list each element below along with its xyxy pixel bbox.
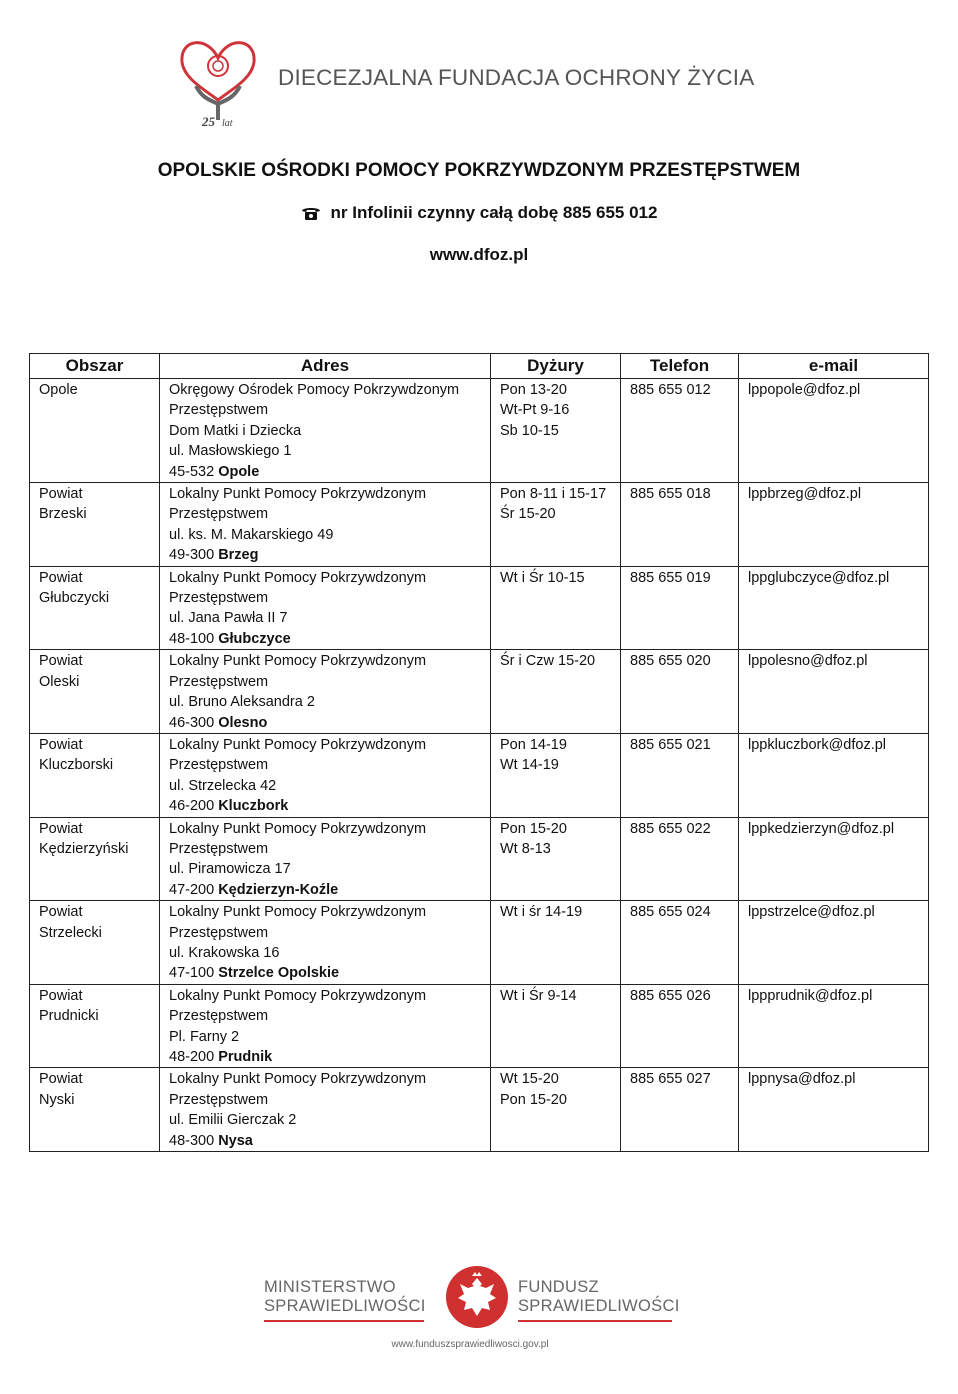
address-cell-line: Lokalny Punkt Pomocy Pokrzywdzonym — [169, 569, 427, 586]
org-name: DIECEZJALNA FUNDACJA OCHRONY ŻYCIA — [278, 65, 755, 90]
hours-cell-line: Wt 15-20 — [500, 1071, 559, 1088]
area-cell — [30, 650, 160, 734]
header — [172, 28, 762, 128]
address-cell-line: Lokalny Punkt Pomocy Pokrzywdzonym — [169, 653, 427, 670]
city-name: Głubczyce — [218, 630, 291, 647]
email-cell[interactable]: lppolesno@dfoz.pl — [739, 650, 929, 734]
hours-cell-line: Pon 8-11 i 15-17 — [500, 486, 607, 503]
area-cell-line: Nyski — [39, 1091, 75, 1108]
table-row — [30, 1068, 929, 1152]
table-row — [30, 817, 929, 901]
svg-text:25: 25 — [202, 114, 215, 128]
postal-code: 48-300 — [169, 1132, 215, 1149]
address-cell-line: Przestępstwem — [169, 506, 269, 523]
hours-cell-line: Pon 14-19 — [500, 736, 567, 753]
area-cell — [30, 733, 160, 817]
postal-city-line — [169, 963, 482, 983]
address-cell-line: Lokalny Punkt Pomocy Pokrzywdzonym — [169, 486, 427, 503]
hours-cell-line: Wt i śr 14-19 — [500, 904, 583, 921]
header-phone: Telefon — [621, 354, 739, 379]
city-name: Kędzierzyn-Koźle — [218, 881, 339, 898]
area-cell-line: Prudnicki — [39, 1008, 99, 1025]
email-cell[interactable]: lppkedzierzyn@dfoz.pl — [739, 817, 929, 901]
heart-logo-icon — [172, 28, 264, 128]
city-name: Opole — [218, 463, 260, 480]
address-cell — [160, 483, 491, 567]
postal-code: 46-200 — [169, 798, 215, 815]
area-cell — [30, 566, 160, 650]
area-cell-line: Kędzierzyński — [39, 840, 129, 857]
hours-cell-line: Wt 14-19 — [500, 757, 559, 774]
hours-cell-line: Wt 8-13 — [500, 840, 551, 857]
hours-cell-line: Pon 15-20 — [500, 1091, 567, 1108]
area-cell-line: Powiat — [39, 904, 83, 921]
address-cell-line: ul. Krakowska 16 — [169, 944, 280, 961]
address-cell-line: Przestępstwem — [169, 924, 269, 941]
address-cell — [160, 733, 491, 817]
postal-code: 48-200 — [169, 1049, 215, 1065]
hours-cell-line: Sb 10-15 — [500, 422, 559, 439]
hours-cell — [491, 650, 621, 734]
hours-cell — [491, 379, 621, 483]
table-row — [30, 379, 929, 483]
table-row — [30, 650, 929, 734]
phone-cell[interactable]: 885 655 020 — [621, 650, 739, 734]
postal-city-line — [169, 796, 482, 816]
area-cell — [30, 1068, 160, 1152]
email-cell[interactable]: lppglubczyce@dfoz.pl — [739, 566, 929, 650]
hours-cell — [491, 566, 621, 650]
postal-code: 48-100 — [169, 630, 215, 647]
area-cell-line: Powiat — [39, 486, 83, 503]
city-name: Kluczbork — [218, 798, 289, 815]
address-cell-line: Przestępstwem — [169, 590, 269, 607]
hours-cell-line: Pon 13-20 — [500, 382, 567, 398]
phone-cell[interactable]: 885 655 012 — [621, 379, 739, 483]
address-cell — [160, 1068, 491, 1152]
hours-cell-line: Śr i Czw 15-20 — [500, 653, 596, 670]
address-cell-line: ul. Jana Pawła II 7 — [169, 610, 288, 627]
phone-cell[interactable]: 885 655 021 — [621, 733, 739, 817]
hours-cell-line: Wt-Pt 9-16 — [500, 402, 570, 419]
area-cell — [30, 483, 160, 567]
postal-code: 47-100 — [169, 965, 215, 982]
email-cell[interactable]: lppstrzelce@dfoz.pl — [739, 901, 929, 985]
area-cell-line: Kluczborski — [39, 757, 114, 774]
postal-code: 47-200 — [169, 881, 215, 898]
area-cell-line: Powiat — [39, 987, 83, 1004]
address-cell-line: ul. Bruno Aleksandra 2 — [169, 694, 315, 711]
phone-cell[interactable]: 885 655 026 — [621, 984, 739, 1068]
eagle-emblem-icon — [444, 1264, 510, 1330]
area-cell-line: Głubczycki — [39, 590, 110, 607]
address-cell — [160, 379, 491, 483]
offices-table — [29, 353, 929, 1152]
address-cell-line: ul. Emilii Gierczak 2 — [169, 1112, 297, 1129]
email-cell[interactable]: lppkluczbork@dfoz.pl — [739, 733, 929, 817]
address-cell-line: Lokalny Punkt Pomocy Pokrzywdzonym — [169, 987, 427, 1004]
email-cell[interactable]: lppprudnik@dfoz.pl — [739, 984, 929, 1068]
area-cell — [30, 984, 160, 1068]
phone-cell[interactable]: 885 655 018 — [621, 483, 739, 567]
area-cell — [30, 901, 160, 985]
table-row — [30, 733, 929, 817]
postal-city-line — [169, 1131, 482, 1151]
address-cell-line: Lokalny Punkt Pomocy Pokrzywdzonym — [169, 736, 427, 753]
city-name: Strzelce Opolskie — [218, 965, 340, 982]
area-cell-line: Opole — [39, 382, 78, 398]
header-hours: Dyżury — [491, 354, 621, 379]
hours-cell-line: Pon 15-20 — [500, 820, 567, 837]
phone-cell[interactable]: 885 655 024 — [621, 901, 739, 985]
svg-text:lat: lat — [222, 118, 233, 128]
area-cell-line: Powiat — [39, 1071, 83, 1088]
address-cell-line: Przestępstwem — [169, 840, 269, 857]
phone-cell[interactable]: 885 655 027 — [621, 1068, 739, 1152]
phone-cell[interactable]: 885 655 019 — [621, 566, 739, 650]
footer-logos — [240, 1252, 700, 1362]
hours-cell-line: Wt i Śr 10-15 — [500, 569, 585, 586]
table-row — [30, 566, 929, 650]
fund-underline — [518, 1320, 672, 1322]
postal-city-line — [169, 713, 482, 733]
area-cell — [30, 817, 160, 901]
address-cell-line: Przestępstwem — [169, 1008, 269, 1025]
postal-city-line — [169, 462, 482, 482]
area-cell — [30, 379, 160, 483]
hours-cell — [491, 901, 621, 985]
address-cell-line: Lokalny Punkt Pomocy Pokrzywdzonym — [169, 1071, 427, 1088]
header-address: Adres — [160, 354, 491, 379]
phone-cell[interactable]: 885 655 022 — [621, 817, 739, 901]
address-cell-line: Przestępstwem — [169, 673, 269, 690]
hours-cell-line: Wt i Śr 9-14 — [500, 987, 577, 1004]
area-cell-line: Oleski — [39, 673, 80, 690]
address-cell-line: ul. ks. M. Makarskiego 49 — [169, 526, 334, 543]
area-cell-line: Powiat — [39, 820, 83, 837]
postal-code: 46-300 — [169, 714, 215, 731]
header-area: Obszar — [30, 354, 160, 379]
header-email: e-mail — [739, 354, 929, 379]
postal-code: 49-300 — [169, 547, 215, 564]
address-cell-line: Przestępstwem — [169, 757, 269, 774]
ministry-name: MINISTERSTWO SPRAWIEDLIWOŚCI — [264, 1278, 426, 1315]
address-cell — [160, 566, 491, 650]
area-cell-line: Powiat — [39, 653, 83, 670]
hotline-text: nr Infolinii czynny całą dobę 885 655 012 — [330, 203, 658, 222]
fund-url[interactable]: www.funduszsprawiedliwosci.gov.pl — [391, 1339, 549, 1350]
city-name: Prudnik — [218, 1049, 273, 1065]
area-cell-line: Powiat — [39, 736, 83, 753]
postal-city-line — [169, 1047, 482, 1067]
postal-city-line — [169, 629, 482, 649]
phone-icon — [301, 205, 321, 221]
hours-cell — [491, 984, 621, 1068]
postal-city-line — [169, 545, 482, 565]
hotline — [0, 203, 958, 223]
postal-code: 45-532 — [169, 463, 215, 480]
address-cell-line: Pl. Farny 2 — [169, 1028, 240, 1045]
address-cell-line: Dom Matki i Dziecka — [169, 422, 302, 439]
hours-cell — [491, 733, 621, 817]
address-cell — [160, 901, 491, 985]
page-title: OPOLSKIE OŚRODKI POMOCY POKRZYWDZONYM PRZESTĘPSTWEM — [157, 160, 801, 181]
hours-cell-line: Śr 15-20 — [500, 506, 556, 523]
website-link[interactable]: www.dfoz.pl — [429, 245, 529, 264]
postal-city-line — [169, 880, 482, 900]
table-row — [30, 984, 929, 1068]
address-cell-line: ul. Masłowskiego 1 — [169, 443, 292, 460]
fund-name: FUNDUSZ SPRAWIEDLIWOŚCI — [518, 1278, 680, 1315]
city-name: Brzeg — [218, 547, 259, 564]
email-cell[interactable]: lppbrzeg@dfoz.pl — [739, 483, 929, 567]
address-cell-line: Lokalny Punkt Pomocy Pokrzywdzonym — [169, 820, 427, 837]
address-cell-line: ul. Strzelecka 42 — [169, 777, 277, 794]
address-cell — [160, 984, 491, 1068]
city-name: Olesno — [218, 714, 268, 731]
hours-cell — [491, 1068, 621, 1152]
address-cell-line: Lokalny Punkt Pomocy Pokrzywdzonym — [169, 904, 427, 921]
address-cell-line: Przestępstwem — [169, 402, 269, 419]
ministry-underline — [264, 1320, 424, 1322]
address-cell — [160, 817, 491, 901]
table-row — [30, 483, 929, 567]
address-cell — [160, 650, 491, 734]
area-cell-line: Brzeski — [39, 506, 87, 523]
table-header-row — [30, 354, 929, 379]
address-cell-line: Przestępstwem — [169, 1091, 269, 1108]
address-cell-line: Okręgowy Ośrodek Pomocy Pokrzywdzonym — [169, 382, 460, 398]
email-cell[interactable]: lppopole@dfoz.pl — [739, 379, 929, 483]
area-cell-line: Strzelecki — [39, 924, 102, 941]
table-row — [30, 901, 929, 985]
hours-cell — [491, 817, 621, 901]
area-cell-line: Powiat — [39, 569, 83, 586]
email-cell[interactable]: lppnysa@dfoz.pl — [739, 1068, 929, 1152]
hours-cell — [491, 483, 621, 567]
city-name: Nysa — [218, 1132, 253, 1149]
address-cell-line: ul. Piramowicza 17 — [169, 861, 291, 878]
